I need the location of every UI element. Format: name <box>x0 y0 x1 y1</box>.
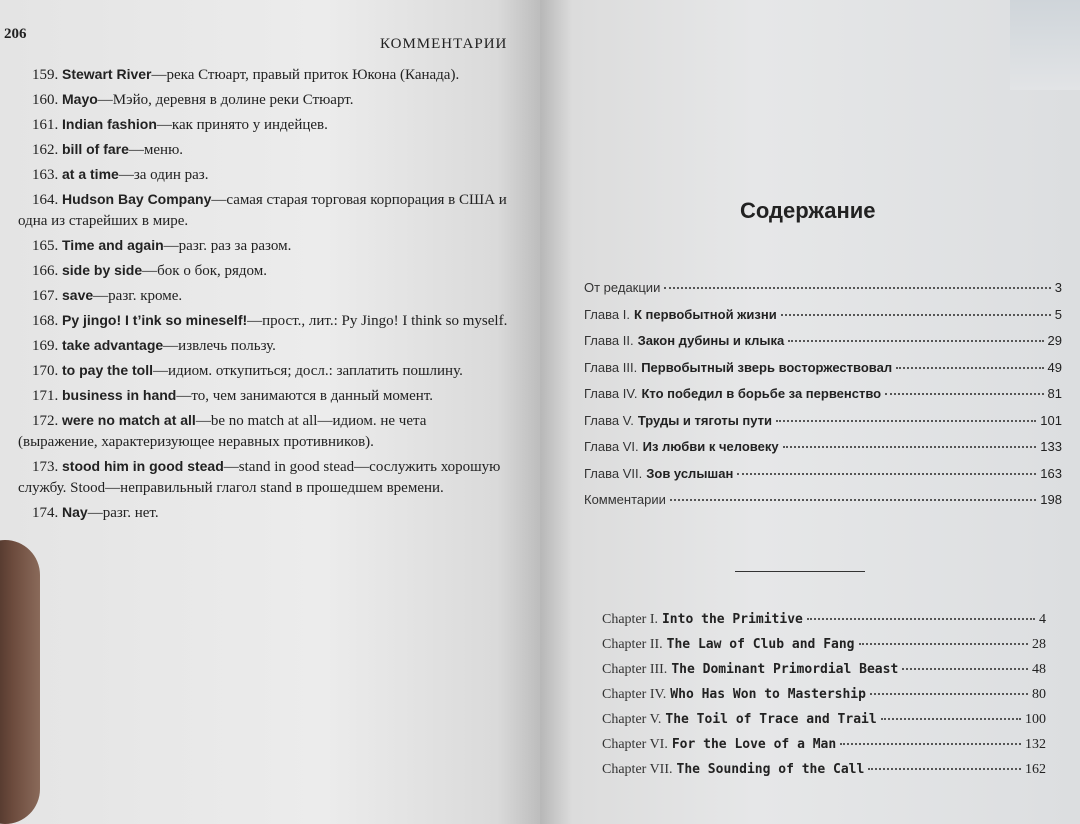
comment-text: —за один раз. <box>118 167 209 183</box>
comment-item <box>18 139 508 161</box>
comment-item <box>18 456 508 499</box>
comment-item <box>18 410 508 453</box>
comment-number: 161. <box>32 117 59 133</box>
toc-chapter-title: Первобытный зверь восторжествовал <box>641 359 893 375</box>
comment-number: 172. <box>32 413 59 429</box>
comment-term: Time and again <box>62 237 164 253</box>
page-edge <box>1010 0 1080 90</box>
toc-row <box>602 687 1046 712</box>
comment-term: Nay <box>62 504 88 520</box>
toc-label: Глава IV. <box>584 386 638 401</box>
comment-text: —меню. <box>128 142 184 158</box>
toc-chapter-title: The Dominant Primordial Beast <box>671 662 899 677</box>
comment-term: business in hand <box>62 387 177 403</box>
toc-chapter-title: The Sounding of the Call <box>676 762 865 777</box>
toc-page-number: 3 <box>1054 280 1062 295</box>
toc-page-number: 162 <box>1025 762 1046 777</box>
comment-text: —разг. нет. <box>87 505 159 521</box>
comment-number: 163. <box>32 167 59 183</box>
comment-text: —бок о бок, рядом. <box>142 263 267 279</box>
comments-list <box>18 64 508 527</box>
comment-text: —разг. раз за разом. <box>163 238 292 254</box>
toc-page-number: 198 <box>1040 492 1062 507</box>
toc-row <box>602 712 1046 737</box>
comment-item <box>18 502 508 524</box>
toc-chapter-title: Into the Primitive <box>661 612 803 627</box>
toc-chapter-title: Труды и тяготы пути <box>637 412 773 428</box>
toc-page-number: 133 <box>1040 439 1062 454</box>
toc-leader-dots <box>781 314 1051 316</box>
toc-leader-dots <box>776 420 1036 422</box>
toc-title: Содержание <box>740 198 876 223</box>
toc-label: Комментарии <box>584 492 666 507</box>
thumb <box>0 540 40 824</box>
toc-leader-dots <box>807 618 1035 620</box>
toc-row <box>584 307 1062 334</box>
page-number: 206 <box>4 26 27 42</box>
toc-page-number: 101 <box>1040 412 1062 428</box>
comment-number: 164. <box>32 192 59 208</box>
comment-term: take advantage <box>62 337 164 353</box>
comment-term: Indian fashion <box>62 116 157 132</box>
comment-text: —stand in good stead—сослужить хорошую службу. Stood—неправильный глагол stand в прошедшем времени. <box>18 459 501 496</box>
comment-text: —как принято у индейцев. <box>156 117 328 133</box>
toc-chapter-title: The Toil of Trace and Trail <box>665 712 877 727</box>
toc-leader-dots <box>859 643 1029 645</box>
comment-term: Py jingo! I t’ink so mineself! <box>62 312 248 328</box>
comment-item <box>18 114 508 136</box>
comment-text: —то, чем занимаются в данный момент. <box>176 388 433 404</box>
toc-chapter-title: К первобытной жизни <box>633 306 777 322</box>
comment-text: —река Стюарт, правый приток Юкона (Канада). <box>151 67 460 83</box>
divider <box>735 571 865 572</box>
toc-chapter-title: Из любви к человеку <box>642 439 779 454</box>
toc-leader-dots <box>881 718 1021 720</box>
comment-number: 165. <box>32 238 59 254</box>
comment-number: 171. <box>32 388 59 404</box>
comment-term: bill of fare <box>62 141 129 157</box>
comment-number: 168. <box>32 313 59 329</box>
toc-page-number: 49 <box>1047 359 1062 375</box>
toc-leader-dots <box>868 768 1021 770</box>
toc-label: Chapter VII. <box>602 762 673 777</box>
toc-row <box>584 413 1062 440</box>
comment-term: Hudson Bay Company <box>62 191 212 207</box>
toc-leader-dots <box>783 446 1037 448</box>
toc-page-number: 48 <box>1032 662 1046 677</box>
comment-item <box>18 189 508 232</box>
toc-page-number: 81 <box>1047 386 1062 401</box>
comment-term: stood him in good stead <box>62 458 224 474</box>
comment-number: 167. <box>32 288 59 304</box>
toc-leader-dots <box>737 473 1036 475</box>
comment-item <box>18 64 508 86</box>
toc-page-number: 5 <box>1054 306 1062 322</box>
toc-leader-dots <box>664 287 1050 289</box>
toc-label: От редакции <box>584 280 661 295</box>
toc-leader-dots <box>885 393 1043 395</box>
comment-number: 169. <box>32 338 59 354</box>
comment-term: Mayo <box>62 91 98 107</box>
toc-label: Глава II. <box>584 333 634 348</box>
toc-leader-dots <box>896 367 1043 369</box>
comment-number: 166. <box>32 263 59 279</box>
toc-label: Chapter VI. <box>602 737 668 752</box>
toc-label: Chapter V. <box>602 712 662 727</box>
toc-russian <box>584 280 1062 519</box>
toc-label: Глава V. <box>584 412 634 428</box>
toc-label: Chapter IV. <box>602 687 667 702</box>
toc-page-number: 28 <box>1032 637 1046 652</box>
comment-item <box>18 164 508 186</box>
toc-page-number: 4 <box>1039 612 1046 627</box>
toc-row <box>602 612 1046 637</box>
comment-item <box>18 89 508 111</box>
comment-item <box>18 385 508 407</box>
comment-text: —разг. кроме. <box>93 288 183 304</box>
toc-row <box>602 662 1046 687</box>
toc-row <box>584 386 1062 413</box>
toc-page-number: 80 <box>1032 687 1046 702</box>
toc-leader-dots <box>902 668 1028 670</box>
comment-term: at a time <box>62 166 119 182</box>
toc-page-number: 100 <box>1025 712 1046 727</box>
comment-item <box>18 335 508 357</box>
toc-row <box>584 333 1062 360</box>
toc-label: Chapter I. <box>602 612 658 627</box>
comment-text: —прост., лит.: Py Jingo! I think so myself. <box>247 313 508 329</box>
toc-leader-dots <box>788 340 1043 342</box>
toc-leader-dots <box>670 499 1036 501</box>
comment-number: 162. <box>32 142 59 158</box>
comment-item <box>18 360 508 382</box>
toc-chapter-title: The Law of Club and Fang <box>666 637 855 652</box>
toc-page-number: 132 <box>1025 737 1046 752</box>
toc-chapter-title: Who Has Won to Mastership <box>670 687 866 702</box>
comment-term: save <box>62 287 94 303</box>
toc-chapter-title: For the Love of a Man <box>671 737 837 752</box>
toc-chapter-title: Зов услышан <box>646 465 734 481</box>
toc-page-number: 163 <box>1040 465 1062 481</box>
toc-leader-dots <box>840 743 1021 745</box>
comment-text: —извлечь пользу. <box>163 338 276 354</box>
comment-term: Stewart River <box>62 66 152 82</box>
toc-row <box>584 466 1062 493</box>
comment-text: —Мэйо, деревня в долине реки Стюарт. <box>97 92 354 108</box>
comment-number: 159. <box>32 67 59 83</box>
comment-text: —идиом. откупиться; досл.: заплатить пошлину. <box>153 363 463 379</box>
toc-row <box>584 492 1062 519</box>
toc-row <box>602 637 1046 662</box>
toc-label: Chapter III. <box>602 662 668 677</box>
comment-item <box>18 310 508 332</box>
comment-term: were no match at all <box>62 412 196 428</box>
toc-label: Chapter II. <box>602 637 663 652</box>
toc-chapter-title: Кто победил в борьбе за первенство <box>641 386 882 401</box>
toc-row <box>584 360 1062 387</box>
toc-label: Глава VI. <box>584 439 639 454</box>
toc-page-number: 29 <box>1047 333 1062 348</box>
toc-row <box>584 439 1062 466</box>
toc-label: Глава VII. <box>584 465 643 481</box>
toc-row <box>602 762 1046 787</box>
comment-item <box>18 260 508 282</box>
comment-number: 173. <box>32 459 59 475</box>
toc-label: Глава III. <box>584 359 638 375</box>
comment-text: —самая старая торговая корпорация в США и одна из старейших в мире. <box>18 192 507 229</box>
comment-number: 160. <box>32 92 59 108</box>
comment-term: side by side <box>62 262 143 278</box>
comment-number: 170. <box>32 363 59 379</box>
comment-term: to pay the toll <box>62 362 153 378</box>
toc-label: Глава I. <box>584 306 630 322</box>
toc-english <box>602 612 1046 787</box>
toc-row <box>602 737 1046 762</box>
toc-chapter-title: Закон дубины и клыка <box>637 333 785 348</box>
toc-leader-dots <box>870 693 1028 695</box>
comment-item <box>18 235 508 257</box>
toc-row <box>584 280 1062 307</box>
running-head: КОММЕНТАРИИ <box>380 36 508 52</box>
comment-item <box>18 285 508 307</box>
comment-number: 174. <box>32 505 59 521</box>
comment-text: —be no match at all—идиом. не чета (выражение, характеризующее неравных противников). <box>18 413 427 450</box>
